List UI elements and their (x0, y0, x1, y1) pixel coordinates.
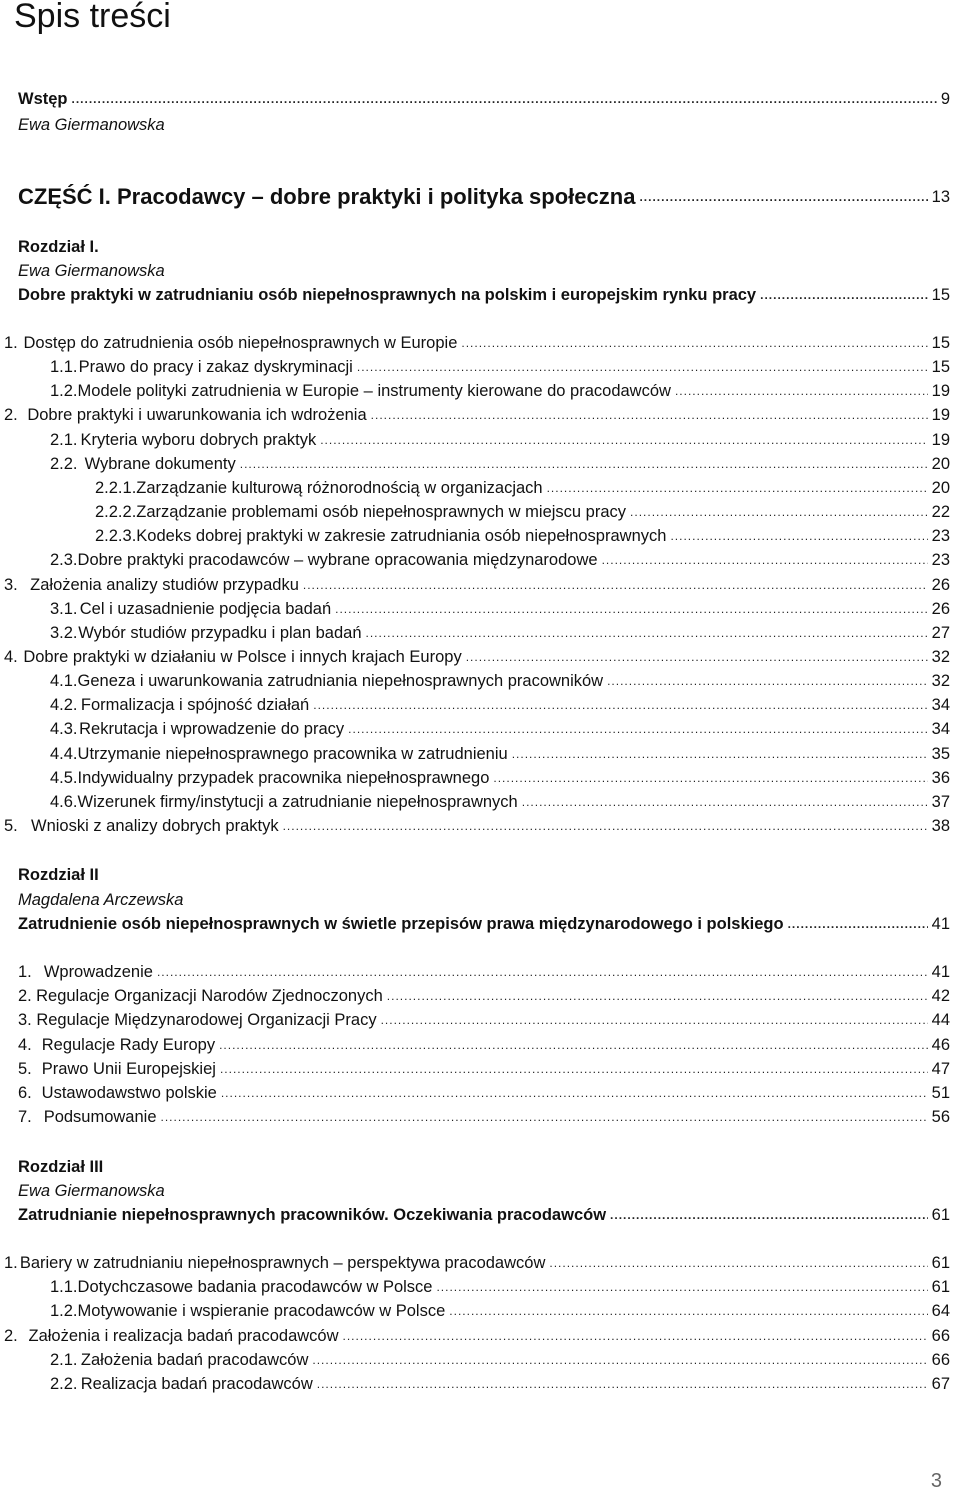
page-title: Spis treści (14, 0, 171, 35)
entry-number: 1.2. (50, 1302, 78, 1321)
entry-number: 5. (4, 817, 18, 835)
entry-title: Motywowanie i wspieranie pracodawców w Polsce (77, 1302, 446, 1321)
toc-entry[interactable] (4, 646, 950, 668)
entry-page: 66 (931, 1326, 950, 1345)
entry-number: 1. (4, 334, 18, 352)
entry-page: 56 (931, 1108, 950, 1127)
toc-entry[interactable] (50, 743, 950, 765)
entry-title: Dobre praktyki w działaniu w Polsce i innych krajach Europy (23, 647, 462, 666)
entry-number: 2. (4, 406, 18, 425)
entry-number: 7. (18, 1108, 32, 1127)
toc-entry[interactable] (18, 1082, 950, 1104)
page-number: 3 (930, 1470, 942, 1492)
entry-title: Założenia analizy studiów przypadku (30, 575, 299, 594)
toc-entry[interactable] (50, 694, 950, 716)
leader-dots (549, 1252, 927, 1274)
toc-entry[interactable] (18, 1009, 950, 1031)
entry-page: 36 (931, 768, 950, 787)
entry-page: 26 (931, 599, 950, 618)
entry-page: 67 (931, 1375, 950, 1393)
entry-number: 4.5. (50, 768, 78, 787)
leader-dots (493, 767, 927, 789)
leader-dots (371, 404, 928, 426)
entry-page: 41 (931, 963, 950, 981)
entry-page: 23 (931, 527, 950, 546)
entry-number: 4.6. (50, 792, 78, 811)
toc-entry[interactable] (95, 501, 950, 523)
entry-number: 2.2. (50, 454, 78, 473)
chapter3-label: Rozdział III (18, 1158, 104, 1176)
entry-title: Regulacje Organizacji Narodów Zjednoczonych (36, 987, 383, 1006)
toc-chapter-2[interactable] (18, 913, 950, 935)
toc-entry-intro[interactable] (18, 88, 950, 110)
entry-number: 1.1. (50, 358, 78, 377)
entry-title: Założenia badań pracodawców (80, 1350, 309, 1369)
entry-title: Regulacje Rady Europy (41, 1035, 216, 1054)
entry-number: 1.2. (50, 382, 78, 401)
entry-page: 46 (931, 1035, 950, 1054)
toc-entry[interactable] (50, 1349, 950, 1371)
entry-title: Cel i uzasadnienie podjęcia badań (79, 599, 332, 618)
entry-number: 3.1. (50, 599, 78, 618)
leader-dots (466, 646, 928, 668)
toc-entry[interactable] (50, 380, 950, 402)
leader-dots (317, 1373, 928, 1395)
toc-entry[interactable] (50, 791, 950, 813)
entry-title: Zarządzanie problemami osób niepełnosprawnych w miejscu pracy (136, 503, 627, 522)
entry-number: 2.2. (50, 1375, 78, 1393)
part-title: CZĘŚĆ I. Pracodawcy – dobre praktyki i polityka społeczna (18, 184, 636, 209)
chapter-title: Dobre praktyki w zatrudnianiu osób niepełnosprawnych na polskim i europejskim rynku pracy (18, 286, 757, 304)
entry-page: 34 (931, 696, 950, 715)
chapter2-author: Magdalena Arczewska (18, 891, 184, 909)
entry-number: 5. (18, 1059, 32, 1078)
entry-title: Bariery w zatrudnianiu niepełnosprawnych – perspektywa pracodawców (19, 1254, 546, 1272)
chapter1-author: Ewa Giermanowska (18, 262, 165, 280)
toc-entry[interactable] (4, 815, 950, 837)
chapter2-label: Rozdział II (18, 866, 99, 884)
entry-title: Formalizacja i spójność działań (80, 696, 310, 715)
entry-title: Wprowadzenie (43, 963, 153, 981)
leader-dots (283, 815, 928, 837)
toc-entry[interactable] (50, 356, 950, 378)
entry-number: 2.3. (50, 551, 78, 570)
leader-dots (675, 380, 928, 402)
toc-entry[interactable] (4, 1325, 950, 1347)
leader-dots (788, 913, 928, 935)
entry-title: Modele polityki zatrudnienia w Europie – instrumenty kierowane do pracodawców (77, 382, 671, 401)
entry-page: 64 (931, 1302, 950, 1321)
leader-dots (366, 622, 928, 644)
toc-entry[interactable] (4, 332, 950, 354)
leader-dots (760, 284, 928, 306)
toc-entry[interactable] (50, 622, 950, 644)
entry-page: 35 (931, 744, 950, 763)
entry-page: 15 (931, 334, 950, 352)
toc-entry[interactable] (50, 453, 950, 475)
toc-entry[interactable] (18, 1034, 950, 1056)
leader-dots (303, 574, 928, 596)
entry-number: 1. (4, 1254, 18, 1272)
entry-page: 19 (931, 382, 950, 401)
entry-title: Wizerunek firmy/instytucji a zatrudnianie niepełnosprawnych (77, 792, 518, 811)
leader-dots (381, 1009, 928, 1031)
leader-dots (639, 182, 927, 212)
entry-title: Dostęp do zatrudnienia osób niepełnosprawnych w Europie (23, 334, 458, 352)
entry-title: Realizacja badań pracodawców (80, 1375, 313, 1393)
entry-page: 19 (931, 406, 950, 425)
intro-author: Ewa Giermanowska (18, 116, 165, 134)
leader-dots (312, 1349, 927, 1371)
entry-page: 27 (931, 623, 950, 642)
entry-number: 2. (18, 987, 32, 1006)
leader-dots (630, 501, 928, 523)
entry-title: Kodeks dobrej praktyki w zakresie zatrudniania osób niepełnosprawnych (136, 527, 667, 546)
leader-dots (522, 791, 928, 813)
leader-dots (72, 88, 937, 110)
entry-number: 4. (4, 647, 18, 666)
entry-title: Dobre praktyki pracodawców – wybrane opracowania międzynarodowe (77, 551, 598, 570)
toc-entry[interactable] (50, 429, 950, 451)
toc-entry[interactable] (50, 767, 950, 789)
leader-dots (436, 1276, 927, 1298)
entry-page: 23 (931, 551, 950, 570)
entry-number: 2.1. (50, 1350, 78, 1369)
entry-number: 1. (18, 963, 32, 981)
entry-page: 20 (931, 478, 950, 497)
entry-title: Utrzymanie niepełnosprawnego pracownika w zatrudnieniu (77, 744, 508, 763)
part-page: 13 (931, 188, 950, 206)
entry-page: 32 (931, 672, 950, 691)
leader-dots (607, 670, 928, 692)
entry-title: Regulacje Międzynarodowej Organizacji Pracy (36, 1011, 377, 1030)
toc-entry[interactable] (4, 574, 950, 596)
leader-dots (547, 477, 928, 499)
chapter3-author: Ewa Giermanowska (18, 1182, 165, 1200)
entry-title: Wybrane dokumenty (84, 454, 236, 473)
entry-number: 2. (4, 1326, 18, 1345)
chapter-page: 41 (931, 915, 950, 933)
leader-dots (348, 718, 927, 740)
entry-title: Podsumowanie (43, 1108, 157, 1127)
entry-number: 4.4. (50, 744, 78, 763)
toc-entry[interactable] (4, 1252, 950, 1274)
entry-number: 4. (18, 1035, 32, 1054)
entry-title: Dobre praktyki i uwarunkowania ich wdrożenia (27, 406, 367, 425)
entry-page: 42 (931, 987, 950, 1006)
leader-dots (219, 1034, 928, 1056)
chapter-page: 15 (931, 286, 950, 304)
leader-dots (602, 549, 928, 571)
entry-number: 2.2.3. (95, 527, 137, 546)
chapter-title: Zatrudnianie niepełnosprawnych pracowników. Oczekiwania pracodawców (18, 1206, 607, 1224)
toc-entry[interactable] (4, 404, 950, 426)
toc-chapter-1[interactable] (18, 284, 950, 306)
entry-number: 3. (4, 575, 18, 594)
entry-page: 47 (931, 1059, 950, 1078)
toc-chapter-3[interactable] (18, 1204, 950, 1226)
toc-entry[interactable] (95, 525, 950, 547)
leader-dots (461, 332, 927, 354)
leader-dots (313, 694, 927, 716)
entry-number: 3. (18, 1011, 32, 1030)
toc-entry[interactable] (50, 1373, 950, 1395)
toc-entry[interactable] (18, 985, 950, 1007)
leader-dots (220, 1058, 928, 1080)
entry-page: 51 (931, 1084, 950, 1102)
toc-entry[interactable] (50, 670, 950, 692)
entry-title: Rekrutacja i wprowadzenie do pracy (79, 720, 345, 739)
leader-dots (320, 429, 927, 451)
toc-entry[interactable] (95, 477, 950, 499)
entry-title: Dotychczasowe badania pracodawców w Polsce (77, 1278, 433, 1297)
entry-title: Założenia i realizacja badań pracodawców (28, 1326, 339, 1345)
entry-number: 2.2.1. (95, 478, 137, 497)
entry-title: Wnioski z analizy dobrych praktyk (31, 817, 279, 835)
entry-number: 2.1. (50, 430, 78, 449)
entry-page: 66 (931, 1350, 950, 1369)
entry-title: Prawo Unii Europejskiej (41, 1059, 216, 1078)
entry-number: 6. (18, 1084, 32, 1102)
entry-number: 4.1. (50, 672, 78, 691)
leader-dots (240, 453, 928, 475)
entry-page: 44 (931, 1011, 950, 1030)
chapter1-label: Rozdział I. (18, 238, 99, 256)
entry-page: 37 (931, 792, 950, 811)
entry-page: 22 (931, 503, 950, 522)
entry-title: Wybór studiów przypadku i plan badań (78, 623, 362, 642)
entry-page: 15 (931, 358, 950, 377)
toc-entry[interactable] (50, 549, 950, 571)
entry-title: Zarządzanie kulturową różnorodnością w organizacjach (136, 478, 543, 497)
leader-dots (670, 525, 927, 547)
entry-title: Indywidualny przypadek pracownika niepełnosprawnego (77, 768, 490, 787)
leader-dots (512, 743, 928, 765)
leader-dots (343, 1325, 928, 1347)
entry-title: Ustawodawstwo polskie (41, 1084, 217, 1102)
leader-dots (387, 985, 928, 1007)
entry-number: 4.3. (50, 720, 78, 739)
toc-entry[interactable] (18, 961, 950, 983)
chapter-page: 61 (931, 1206, 950, 1224)
toc-entry[interactable] (50, 718, 950, 740)
toc-entry[interactable] (18, 1106, 950, 1128)
entry-page: 32 (931, 647, 950, 666)
toc-entry[interactable] (50, 1276, 950, 1298)
entry-number: 1.1. (50, 1278, 78, 1297)
entry-page: 38 (931, 817, 950, 835)
entry-title: Wstęp (18, 90, 68, 108)
leader-dots (335, 598, 928, 620)
leader-dots (221, 1082, 928, 1104)
toc-entry[interactable] (50, 598, 950, 620)
toc-entry[interactable] (50, 1300, 950, 1322)
entry-title: Geneza i uwarunkowania zatrudniania niepełnosprawnych pracowników (77, 672, 604, 691)
entry-page: 9 (940, 90, 950, 108)
entry-page: 20 (931, 454, 950, 473)
entry-page: 26 (931, 575, 950, 594)
chapter-title: Zatrudnienie osób niepełnosprawnych w świetle przepisów prawa międzynarodowego i polskiego (18, 915, 784, 933)
leader-dots (161, 1106, 928, 1128)
entry-number: 3.2. (50, 623, 78, 642)
entry-number: 4.2. (50, 696, 78, 715)
leader-dots (157, 961, 928, 983)
leader-dots (357, 356, 928, 378)
leader-dots (610, 1204, 928, 1226)
entry-title: Prawo do pracy i zakaz dyskryminacji (78, 358, 353, 377)
entry-number: 2.2.2. (95, 503, 137, 522)
toc-part-1[interactable] (18, 182, 950, 212)
entry-page: 61 (931, 1278, 950, 1297)
entry-title: Kryteria wyboru dobrych praktyk (80, 430, 317, 449)
entry-page: 19 (931, 430, 950, 449)
leader-dots (449, 1300, 927, 1322)
toc-entry[interactable] (18, 1058, 950, 1080)
entry-page: 34 (931, 720, 950, 739)
entry-page: 61 (931, 1254, 950, 1272)
